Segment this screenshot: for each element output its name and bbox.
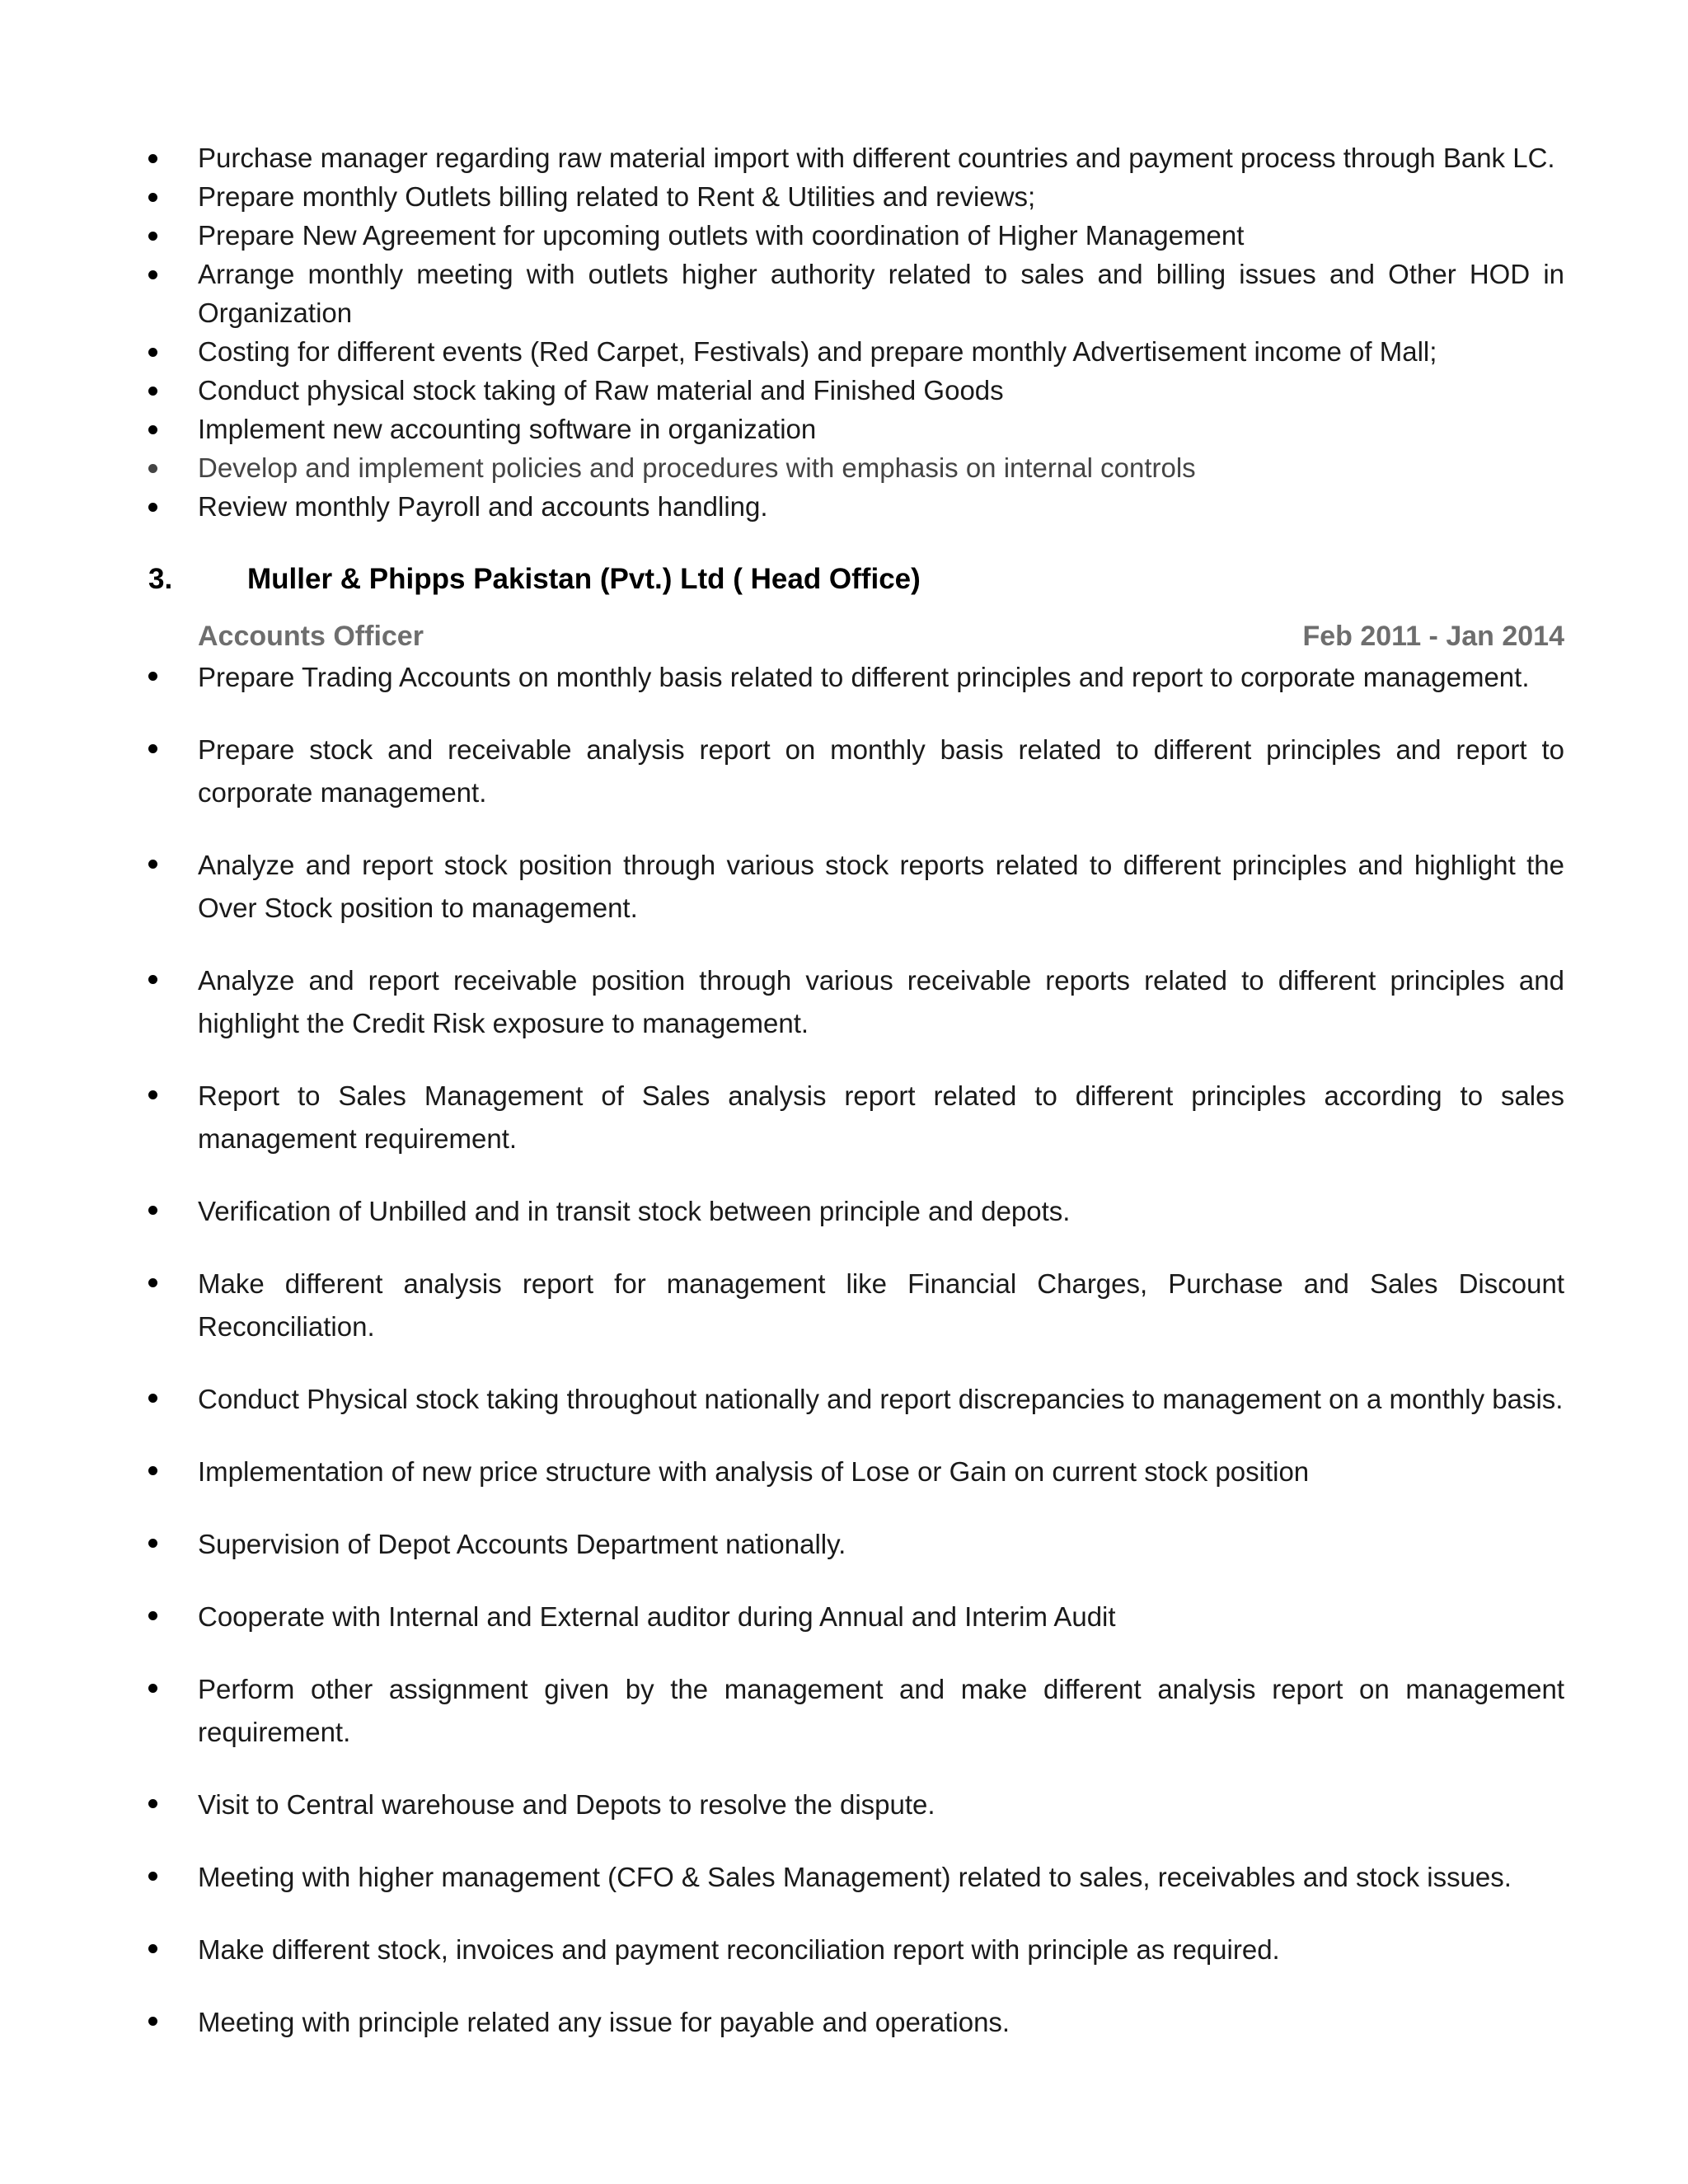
employment-period: Feb 2011 - Jan 2014 — [1302, 621, 1564, 652]
bullet-icon — [148, 232, 157, 241]
duty-text: Meeting with higher management (CFO & Sales Management) related to sales, receivables and stock issues. — [198, 1862, 1512, 1892]
bullet-icon — [148, 744, 157, 753]
list-item — [148, 216, 1564, 255]
bullet-icon — [148, 464, 157, 473]
duty-text: Conduct physical stock taking of Raw material and Finished Goods — [198, 375, 1004, 405]
duty-text: Develop and implement policies and procedures with emphasis on internal controls — [198, 452, 1196, 483]
bullet-icon — [148, 672, 157, 681]
bullet-icon — [148, 1872, 157, 1881]
duty-text: Review monthly Payroll and accounts handling. — [198, 491, 768, 522]
list-item — [148, 959, 1564, 1045]
list-item — [148, 138, 1564, 177]
duty-text: Implement new accounting software in organization — [198, 414, 817, 444]
role-row — [148, 616, 1564, 656]
list-item — [148, 1668, 1564, 1754]
section-number: 3. — [148, 563, 173, 595]
duty-text: Prepare Trading Accounts on monthly basis related to different principles and report to corporate management. — [198, 662, 1530, 692]
list-item — [148, 371, 1564, 410]
list-item — [148, 177, 1564, 216]
list-item — [148, 1451, 1564, 1493]
duty-text: Implementation of new price structure with analysis of Lose or Gain on current stock position — [198, 1456, 1310, 1487]
duty-text: Purchase manager regarding raw material import with different countries and payment process through Bank LC. — [198, 143, 1555, 173]
duty-text: Make different stock, invoices and payment reconciliation report with principle as required. — [198, 1934, 1280, 1965]
duty-text: Prepare New Agreement for upcoming outlets with coordination of Higher Management — [198, 220, 1245, 251]
bullet-icon — [148, 154, 157, 163]
bullet-icon — [148, 860, 157, 869]
bullet-icon — [148, 1466, 157, 1475]
duty-text: Meeting with principle related any issue for payable and operations. — [198, 2007, 1010, 2037]
list-item — [148, 1783, 1564, 1826]
bullet-icon — [148, 1090, 157, 1099]
bullet-icon — [148, 348, 157, 357]
list-item — [148, 1075, 1564, 1160]
duty-text: Analyze and report stock position through various stock reports related to different principles and highlight the Over Stock position to management. — [198, 850, 1564, 923]
list-item — [148, 1263, 1564, 1348]
bullet-icon — [148, 1206, 157, 1215]
bullet-icon — [148, 1394, 157, 1403]
list-item — [148, 2001, 1564, 2044]
section-heading — [148, 559, 1564, 600]
duty-text: Analyze and report receivable position through various receivable reports related to different principles and highlight the Credit Risk exposure to management. — [198, 965, 1564, 1038]
bullet-icon — [148, 1684, 157, 1693]
duty-text: Perform other assignment given by the management and make different analysis report on management requirement. — [198, 1674, 1564, 1747]
duties-list — [148, 656, 1564, 2044]
bullet-icon — [148, 503, 157, 512]
duty-text: Visit to Central warehouse and Depots to resolve the dispute. — [198, 1789, 935, 1820]
duty-text: Costing for different events (Red Carpet, Festivals) and prepare monthly Advertisement income of Mall; — [198, 336, 1437, 367]
duty-text: Report to Sales Management of Sales analysis report related to different principles according to sales management requirement. — [198, 1080, 1564, 1154]
bullet-icon — [148, 1539, 157, 1548]
list-item — [148, 487, 1564, 526]
list-item — [148, 255, 1564, 332]
bullet-icon — [148, 425, 157, 434]
list-item — [148, 656, 1564, 699]
bullet-icon — [148, 1944, 157, 1953]
job-title: Accounts Officer — [198, 621, 424, 652]
document-page — [148, 138, 1564, 2074]
list-item — [148, 1378, 1564, 1421]
duty-text: Arrange monthly meeting with outlets higher authority related to sales and billing issues and Other HOD in Organization — [198, 259, 1564, 328]
list-item — [148, 1190, 1564, 1233]
list-item — [148, 1929, 1564, 1971]
list-item — [148, 844, 1564, 930]
bullet-icon — [148, 975, 157, 984]
list-item — [148, 410, 1564, 448]
duty-text: Cooperate with Internal and External auditor during Annual and Interim Audit — [198, 1601, 1116, 1632]
bullet-icon — [148, 193, 157, 202]
list-item — [148, 1596, 1564, 1638]
duty-text: Supervision of Depot Accounts Department nationally. — [198, 1529, 846, 1559]
company-name: Muller & Phipps Pakistan (Pvt.) Ltd ( Head Office) — [247, 563, 921, 595]
duty-text: Prepare stock and receivable analysis report on monthly basis related to different principles and report to corporate management. — [198, 734, 1564, 808]
list-item — [148, 1856, 1564, 1899]
list-item — [148, 1523, 1564, 1566]
bullet-icon — [148, 1611, 157, 1620]
bullet-icon — [148, 2017, 157, 2026]
bullet-icon — [148, 1799, 157, 1808]
bullet-icon — [148, 1278, 157, 1287]
duty-text: Conduct Physical stock taking throughout nationally and report discrepancies to management on a monthly basis. — [198, 1384, 1564, 1414]
bullet-icon — [148, 387, 157, 396]
bullet-icon — [148, 270, 157, 279]
duty-text: Verification of Unbilled and in transit stock between principle and depots. — [198, 1196, 1071, 1226]
previous-duties-list — [148, 138, 1564, 526]
list-item — [148, 729, 1564, 814]
list-item — [148, 332, 1564, 371]
list-item — [148, 448, 1564, 487]
duty-text: Make different analysis report for management like Financial Charges, Purchase and Sales Discount Reconciliation. — [198, 1268, 1564, 1342]
duty-text: Prepare monthly Outlets billing related to Rent & Utilities and reviews; — [198, 181, 1036, 212]
